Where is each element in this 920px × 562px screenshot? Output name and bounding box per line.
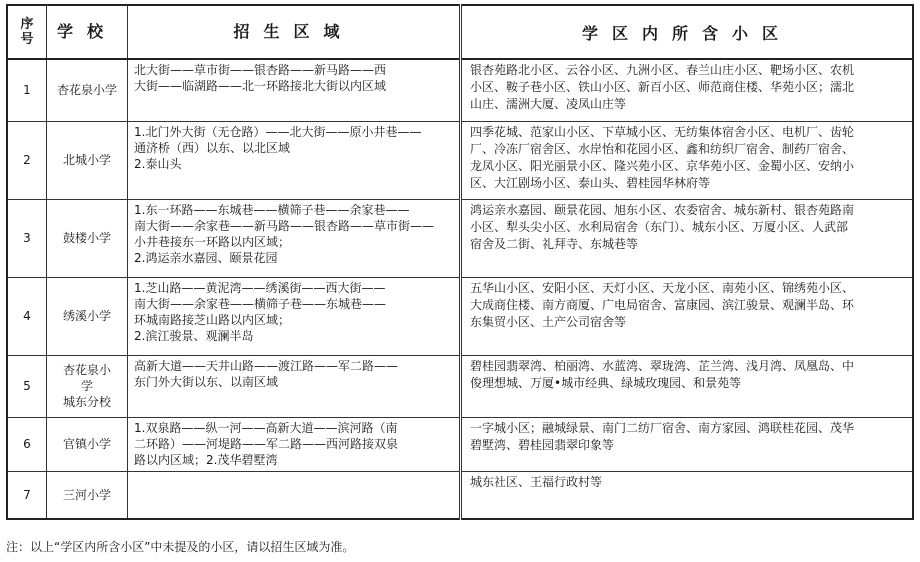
footnote: 注：以上“学区内所含小区”中未提及的小区，请以招生区域为准。 [6, 540, 355, 554]
row-seq: 5 [7, 355, 47, 417]
community-line: 一字城小区；融城绿景、南门二纺厂宿舍、南方家园、鸿联桂花园、茂华 [470, 420, 855, 435]
community-line: 厂、冷冻厂宿舍区、水岸怡和花园小区、鑫和纺织厂宿舍、制药厂宿舍、 [470, 141, 855, 156]
area-line: 南大街——余家巷——新马路——银杏路——草市街—— [134, 218, 435, 233]
area-line: 路以内区域；2.茂华碧墅湾 [134, 452, 278, 467]
header-seq [7, 5, 47, 59]
table-body [7, 59, 913, 519]
row-communities [461, 59, 914, 121]
community-line: 银杏苑路北小区、云谷小区、九洲小区、春兰山庄小区、靶场小区、农机 [470, 63, 855, 77]
table-row [7, 277, 913, 355]
school-name-line: 三河小学 [62, 487, 111, 502]
school-name-line: 官镇小学 [62, 437, 111, 451]
school-name-line: 鼓楼小学 [62, 231, 111, 245]
area-line: 小井巷接东一环路以内区域； [134, 234, 291, 249]
table-row [7, 355, 913, 417]
row-communities [461, 121, 914, 199]
community-line: 东集贸小区、土产公司宿舍等 [470, 314, 627, 329]
community-line: 四季花城、范家山小区、下草城小区、无纺集体宿舍小区、电机厂、齿轮 [470, 124, 855, 139]
community-line: 宿舍及二街、礼拜寺、东城巷等 [470, 236, 639, 251]
community-line: 龙凤小区、阳光丽景小区、隆兴苑小区、京华苑小区、金蜀小区、安纳小 [470, 158, 855, 173]
school-name-line: 杏花泉小学 [56, 83, 117, 98]
table-row [7, 417, 913, 471]
area-line: 1.北门外大街（无仓路）——北大街——原小井巷—— [134, 124, 422, 139]
row-seq: 3 [7, 199, 47, 277]
table-row [7, 199, 913, 277]
row-enrollment-area [128, 355, 461, 417]
header-school [47, 5, 128, 59]
school-name-line: 城东分校 [62, 395, 111, 409]
community-line: 区、大江剧场小区、泰山头、碧桂园华林府等 [470, 175, 711, 190]
area-line: 南大街——余家巷——横筛子巷——东城巷—— [134, 296, 387, 311]
header-communities [461, 5, 914, 59]
row-seq: 2 [7, 121, 47, 199]
table-row [7, 59, 913, 121]
area-line: 二环路）——河堤路——军二路——西河路接双泉 [134, 436, 399, 451]
community-line: 碧桂园翡翠湾、柏丽湾、水蓝湾、翠珑湾、芷兰湾、浅月湾、凤凰岛、中 [470, 358, 855, 373]
community-line: 大成商住楼、南方商厦、广电局宿舍、富康园、滨江骏景、观澜半岛、环 [470, 297, 855, 312]
row-communities [461, 417, 914, 471]
area-line: 2.泰山头 [134, 156, 182, 171]
table-row [7, 471, 913, 519]
row-school [47, 471, 128, 519]
row-school [47, 355, 128, 417]
row-school [47, 199, 128, 277]
area-line: 环城南路接芝山路以内区域； [134, 312, 291, 327]
school-name-line: 学 [80, 379, 93, 393]
row-enrollment-area [128, 59, 461, 121]
enrollment-zone-table [6, 4, 914, 520]
area-line: 大街——临湖路——北一环路接北大街以内区域 [134, 79, 387, 93]
row-enrollment-area [128, 199, 461, 277]
row-school [47, 59, 128, 121]
area-line: 1.芝山路——黄泥湾——绣溪街——西大街—— [134, 280, 386, 295]
row-seq: 7 [7, 471, 47, 519]
area-line: 1.双泉路——纵一河——高新大道——滨河路（南 [134, 420, 398, 435]
row-enrollment-area [128, 471, 461, 519]
school-name-line: 绣溪小学 [62, 309, 111, 323]
community-line: 城东社区、王福行政村等 [470, 474, 603, 489]
row-seq: 1 [7, 59, 47, 121]
school-name-line: 杏花泉小 [62, 363, 111, 377]
row-enrollment-area [128, 121, 461, 199]
community-line: 鸿运亲水嘉园、颐景花园、旭东小区、农委宿舍、城东新村、银杏苑路南 [470, 202, 855, 217]
community-line: 小区、鞍子巷小区、铁山小区、新百小区、师范商住楼、华苑小区；濡北 [470, 80, 855, 94]
row-school [47, 277, 128, 355]
header-row [7, 5, 913, 59]
row-enrollment-area [128, 277, 461, 355]
school-name-line: 北城小学 [62, 153, 111, 167]
community-line: 五华山小区、安阳小区、天灯小区、天龙小区、南苑小区、锦绣苑小区、 [470, 280, 855, 295]
community-line: 小区、犁头尖小区、水利局宿舍（东门）、城东小区、万厦小区、人武部 [470, 219, 849, 234]
header-area-label: 招生区域 [233, 22, 354, 41]
row-communities [461, 277, 914, 355]
community-line: 山庄、濡洲大厦、凌凤山庄等 [470, 97, 627, 111]
table-row [7, 121, 913, 199]
area-line: 2.鸿运亲水嘉园、颐景花园 [134, 250, 278, 265]
row-seq: 4 [7, 277, 47, 355]
row-seq: 6 [7, 417, 47, 471]
area-line: 通济桥（西）以东、以北区域 [134, 140, 291, 155]
header-area [128, 5, 461, 59]
row-school [47, 417, 128, 471]
area-line: 东门外大街以东、以南区域 [134, 374, 279, 389]
header-communities-label: 学区内所含小区 [581, 23, 792, 43]
row-communities [461, 199, 914, 277]
area-line: 北大街——草市街——银杏路——新马路——西 [134, 63, 387, 77]
community-line: 俊理想城、万厦•城市经典、绿城玫瑰园、和景苑等 [470, 375, 742, 390]
area-line: 高新大道——天井山路——渡江路——军二路—— [134, 358, 399, 373]
row-communities [461, 471, 914, 519]
community-line: 碧墅湾、碧桂园翡翠印象等 [470, 437, 615, 452]
area-line: 1.东一环路——东城巷——横筛子巷——余家巷—— [134, 202, 410, 217]
row-communities [461, 355, 914, 417]
row-enrollment-area [128, 417, 461, 471]
row-school [47, 121, 128, 199]
header-seq-label: 序号 [20, 17, 34, 47]
area-line: 2.滨江骏景、观澜半岛 [134, 328, 254, 343]
header-school-label: 学校 [56, 22, 117, 41]
